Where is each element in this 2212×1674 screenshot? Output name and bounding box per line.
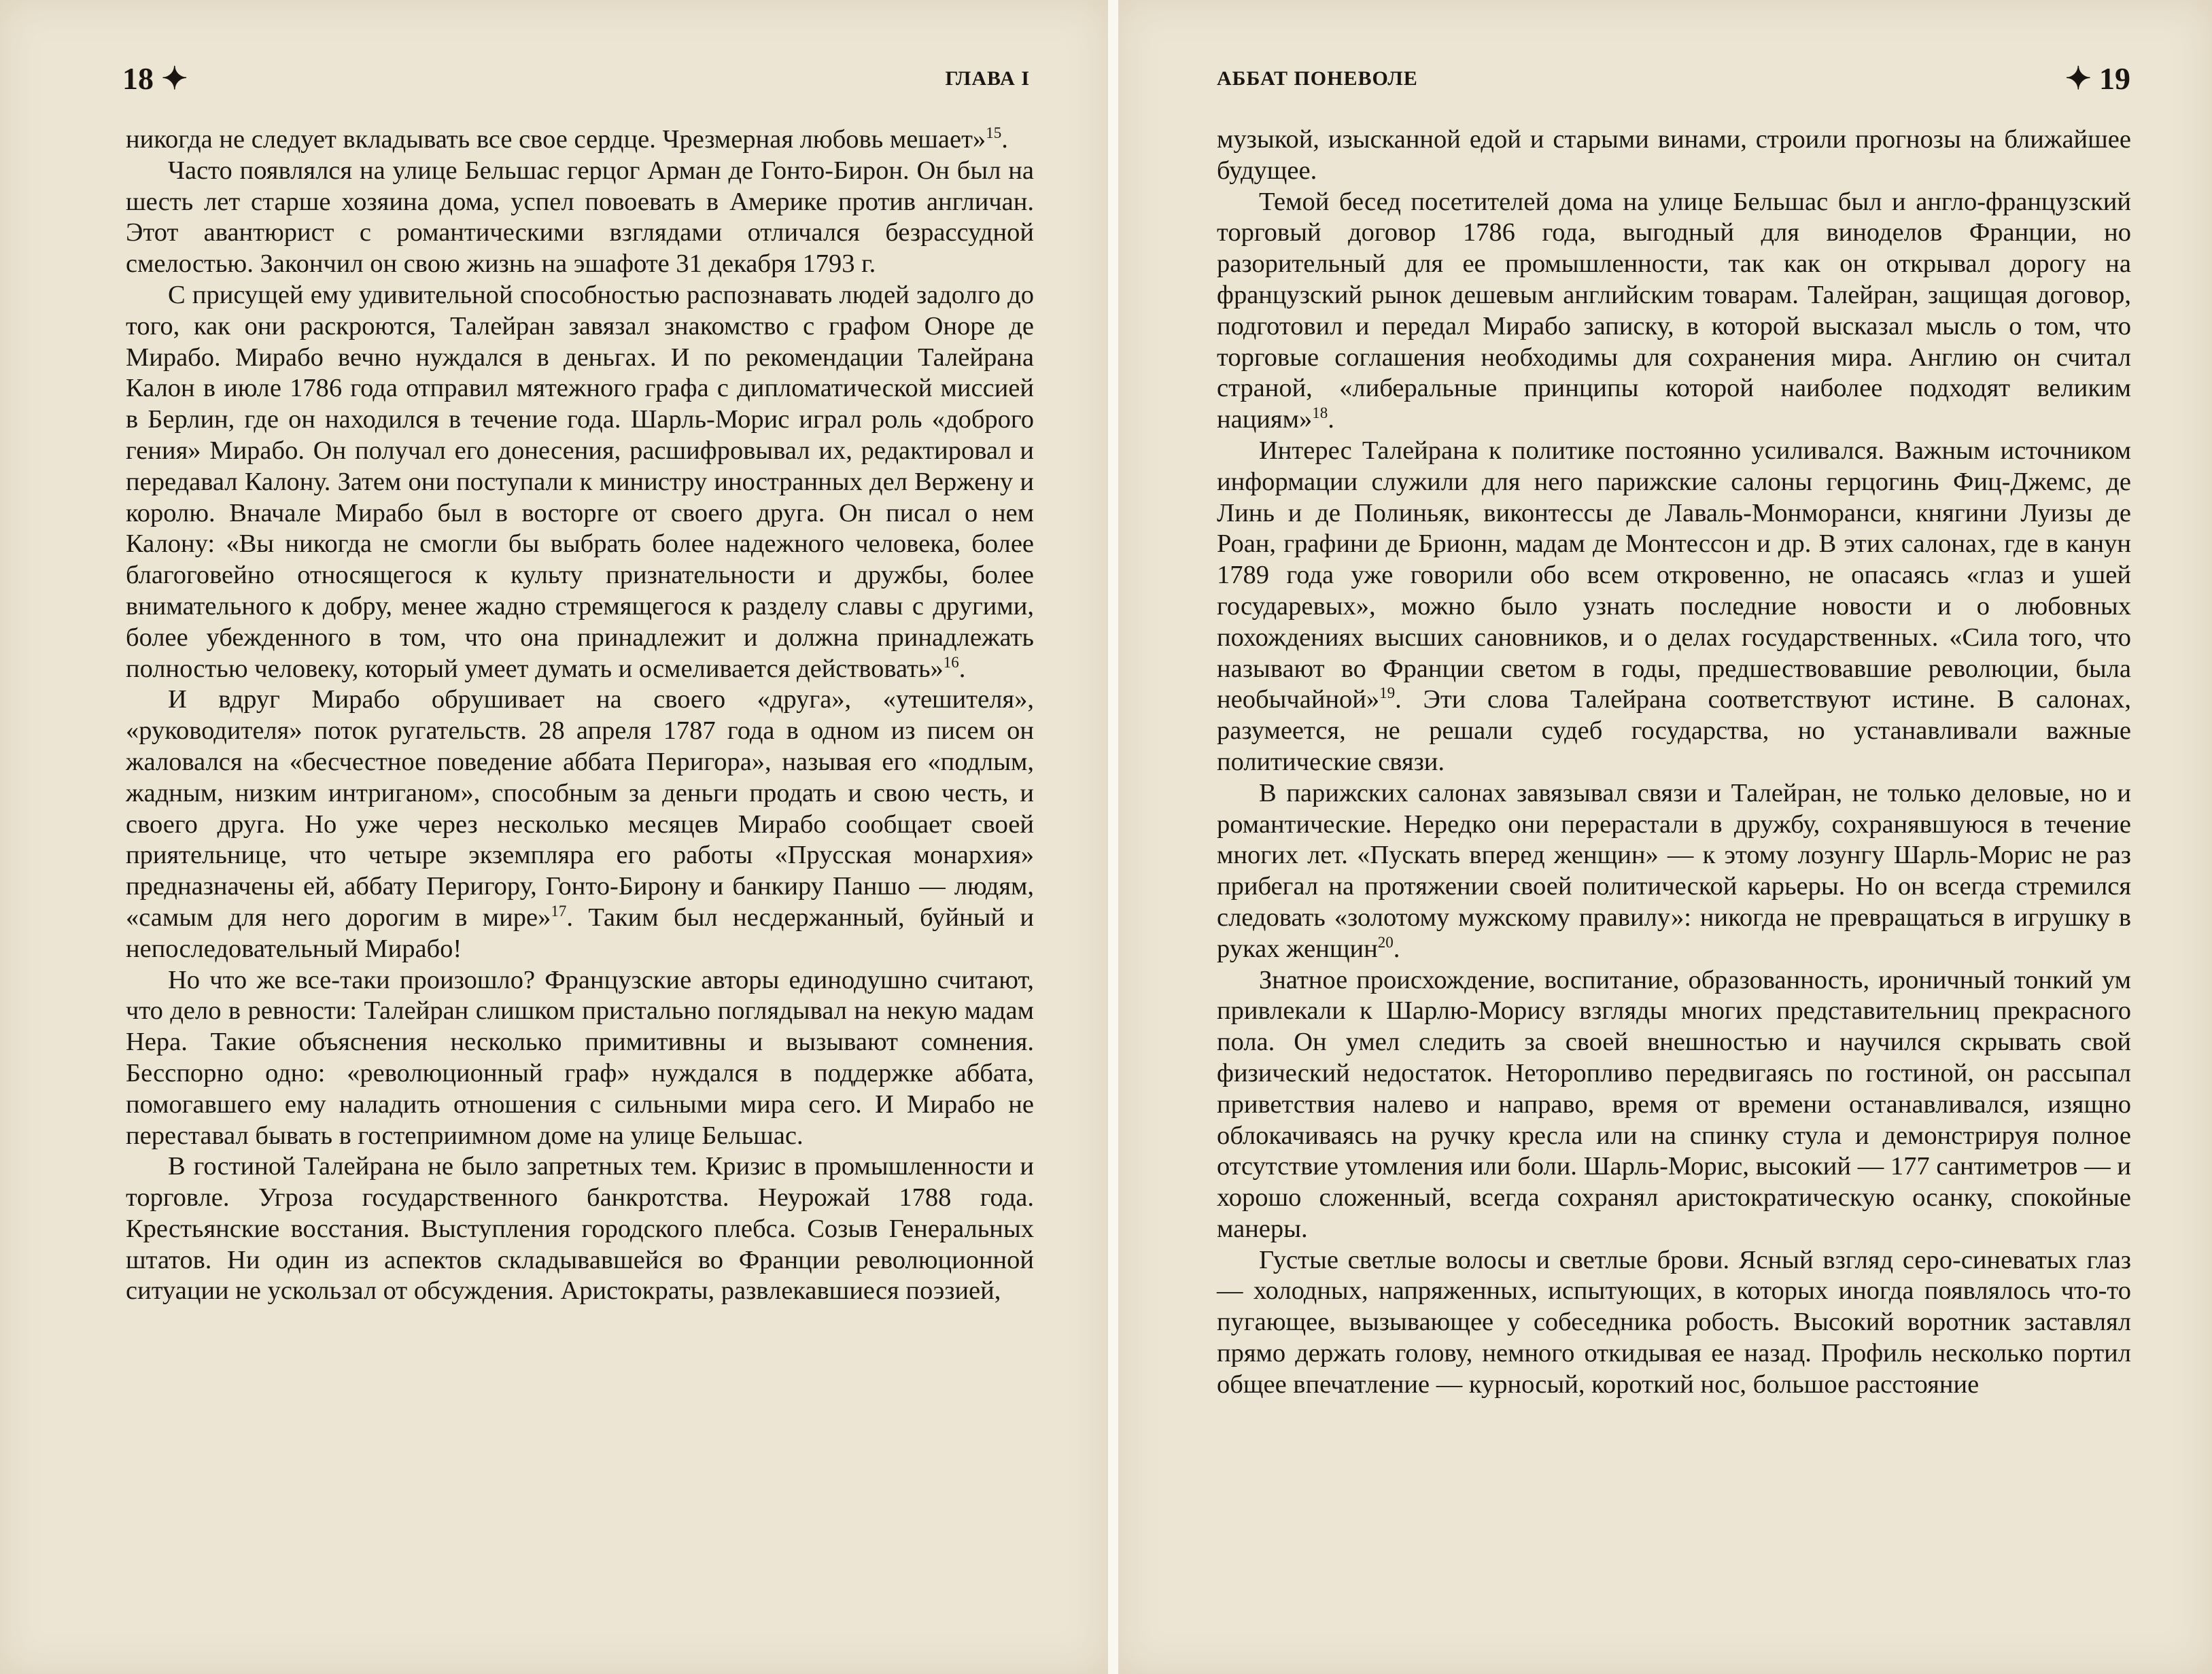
paragraph: И вдруг Мирабо обрушивает на своего «друга», «утешителя», «руководителя» поток ругательств. 28 апреля 1787 года в одном из писем он жаловался на «бесчестное поведение аббата Перигора», называя его «подлым, жадным, низким интриганом», способным за деньги продать и свою честь, и своего друга. Но уже через несколько месяцев Мирабо сообщает своей приятельнице, что четыре экземпляра его работы «Прусская монархия» предназначены ей, аббату Перигору, Гонто-Бирону и банкиру Паншо — людям, «самым для него дорогим в мире»$^{17}$. Таким был несдержанный, буйный и непоследовательный Мирабо!: [126, 685, 1034, 963]
left-page-number: 18 ✦: [122, 61, 188, 96]
paragraph: С присущей ему удивительной способностью распознавать людей задолго до того, как они раскроются, Талейран завязал знакомство с графом Оноре де Мирабо. Мирабо вечно нуждался в деньгах. И по рекомендации Талейрана Калон в июле 1786 года отправил мятежного графа с дипломатической миссией в Берлин, где он находился в течение года. Шарль-Морис играл роль «доброго гения» Мирабо. Он получал его донесения, расшифровывал их, редактировал и передавал Калону. Затем они поступали к министру иностранных дел Вержену и королю. Вначале Мирабо был в восторге от своего друга. Он писал о нем Калону: «Вы никогда не смогли бы выбрать более надежного человека, более благоговейно относящегося к культу признательности и дружбы, более внимательного к добру, менее жадно стремящегося к разделу славы с другими, более убежденного в том, что она принадлежит и должна принадлежать полностью человеку, который умеет думать и осмеливается действовать»$^{16}$.: [126, 280, 1034, 683]
paragraph: Знатное происхождение, воспитание, образованность, ироничный тонкий ум привлекали к Шарлю-Морису взгляды многих представительниц прекрасного пола. Он умел следить за своей внешностью и научился скрывать свой физический недостаток. Неторопливо передвигаясь по гостиной, он рассыпал приветствия налево и направо, время от времени останавливался, изящно облокачиваясь на ручку кресла или на спинку стула и демонстрируя полное отсутствие утомления или боли. Шарль-Морис, высокий — 177 сантиметров — и хорошо сложенный, всегда сохранял аристократическую осанку, спокойные манеры.: [1217, 965, 2131, 1243]
right-page-body: [1217, 124, 2131, 1401]
footnote-ref: 20: [1377, 933, 1394, 951]
footnote-ref: 15: [986, 124, 1002, 142]
right-page-number: ✦ 19: [2064, 61, 2130, 96]
footnote-ref: 18: [1312, 404, 1328, 422]
paragraph: Интерес Талейрана к политике постоянно усиливался. Важным источником информации служили для него парижские салоны герцогинь Фиц-Джемс, де Линь и де Полиньяк, виконтессы де Лаваль-Монморанси, княгини Луизы де Роан, графини де Брионн, мадам де Монтессон и др. В этих салонах, где в канун 1789 года уже говорили обо всем откровенно, не опасаясь «глаз и ушей государевых», можно было узнать последние новости и о любовных похождениях высших сановников, и о делах государственных. «Сила того, что называют во Франции светом в годы, предшествовавшие революции, была необычайной»$^{19}$. Эти слова Талейрана соответствуют истине. В салонах, разумеется, не решали судеб государства, но устанавливали важные политические связи.: [1217, 436, 2131, 776]
right-running-head: АББАТ ПОНЕВОЛЕ: [1217, 67, 1418, 90]
footnote-ref: 19: [1379, 684, 1396, 702]
book-gutter: [1108, 0, 1118, 1674]
left-running-head: ГЛАВА I: [945, 67, 1030, 90]
paragraph: В гостиной Талейрана не было запретных тем. Кризис в промышленности и торговле. Угроза государственного банкротства. Неурожай 1788 года. Крестьянские восстания. Выступления городского плебса. Созыв Генеральных штатов. Ни один из аспектов складывавшейся во Франции революционной ситуации не ускользал от обсуждения. Аристократы, развлекавшиеся поэзией,: [126, 1152, 1034, 1306]
paragraph: музыкой, изысканной едой и старыми винами, строили прогнозы на ближайшее будущее.: [1217, 125, 2131, 185]
left-page-header: [122, 60, 1030, 98]
paragraph: Густые светлые волосы и светлые брови. Ясный взгляд серо-синеватых глаз — холодных, напряженных, испытующих, в которых иногда появлялось что-то пугающее, вызывающее у собеседника робость. Высокий воротник заставлял прямо держать голову, немного откидывая ее назад. Профиль несколько портил общее впечатление — курносый, короткий нос, большое расстояние: [1217, 1245, 2131, 1399]
footnote-ref: 17: [551, 903, 567, 920]
right-page-header: [1217, 60, 2130, 98]
right-page: [1118, 0, 2212, 1674]
paragraph: никогда не следует вкладывать все свое сердце. Чрезмерная любовь мешает»$^{15}$.: [126, 124, 1008, 154]
paragraph: В парижских салонах завязывал связи и Талейран, не только деловые, но и романтические. Нередко они перерастали в дружбу, сохранявшуюся в течение многих лет. «Пускать вперед женщин» — к этому лозунгу Шарль-Морис не раз прибегал на протяжении своей политической карьеры. Но он всегда стремился следовать «золотому мужскому правилу»: никогда не превращаться в игрушку в руках женщин$^{20}$.: [1217, 778, 2131, 963]
left-page-body: [126, 124, 1034, 1307]
footnote-ref: 16: [943, 653, 959, 671]
paragraph: Но что же все-таки произошло? Французские авторы единодушно считают, что дело в ревности: Талейран слишком пристально поглядывал на некую мадам Нера. Такие объяснения несколько примитивны и вызывают сомнения. Бесспорно одно: «революционный граф» нуждался в поддержке аббата, помогавшего ему наладить отношения с сильными мира сего. И Мирабо не переставал бывать в гостеприимном доме на улице Бельшас.: [126, 965, 1034, 1150]
paragraph: Часто появлялся на улице Бельшас герцог Арман де Гонто-Бирон. Он был на шесть лет старше хозяина дома, успел повоевать в Америке против англичан. Этот авантюрист с романтическими взглядами отличался безрассудной смелостью. Закончил он свою жизнь на эшафоте 31 декабря 1793 г.: [126, 156, 1034, 279]
paragraph: Темой бесед посетителей дома на улице Бельшас был и англо-французский торговый договор 1786 года, выгодный для виноделов Франции, но разорительный для ее промышленности, так как он открывал дорогу на французский рынок дешевым английским товарам. Талейран, защищая договор, подготовил и передал Мирабо записку, в которой высказал мысль о том, что торговые соглашения необходимы для сохранения мира. Англию он считал страной, «либеральные принципы которой наиболее подходят великим нациям»$^{18}$.: [1217, 187, 2131, 434]
